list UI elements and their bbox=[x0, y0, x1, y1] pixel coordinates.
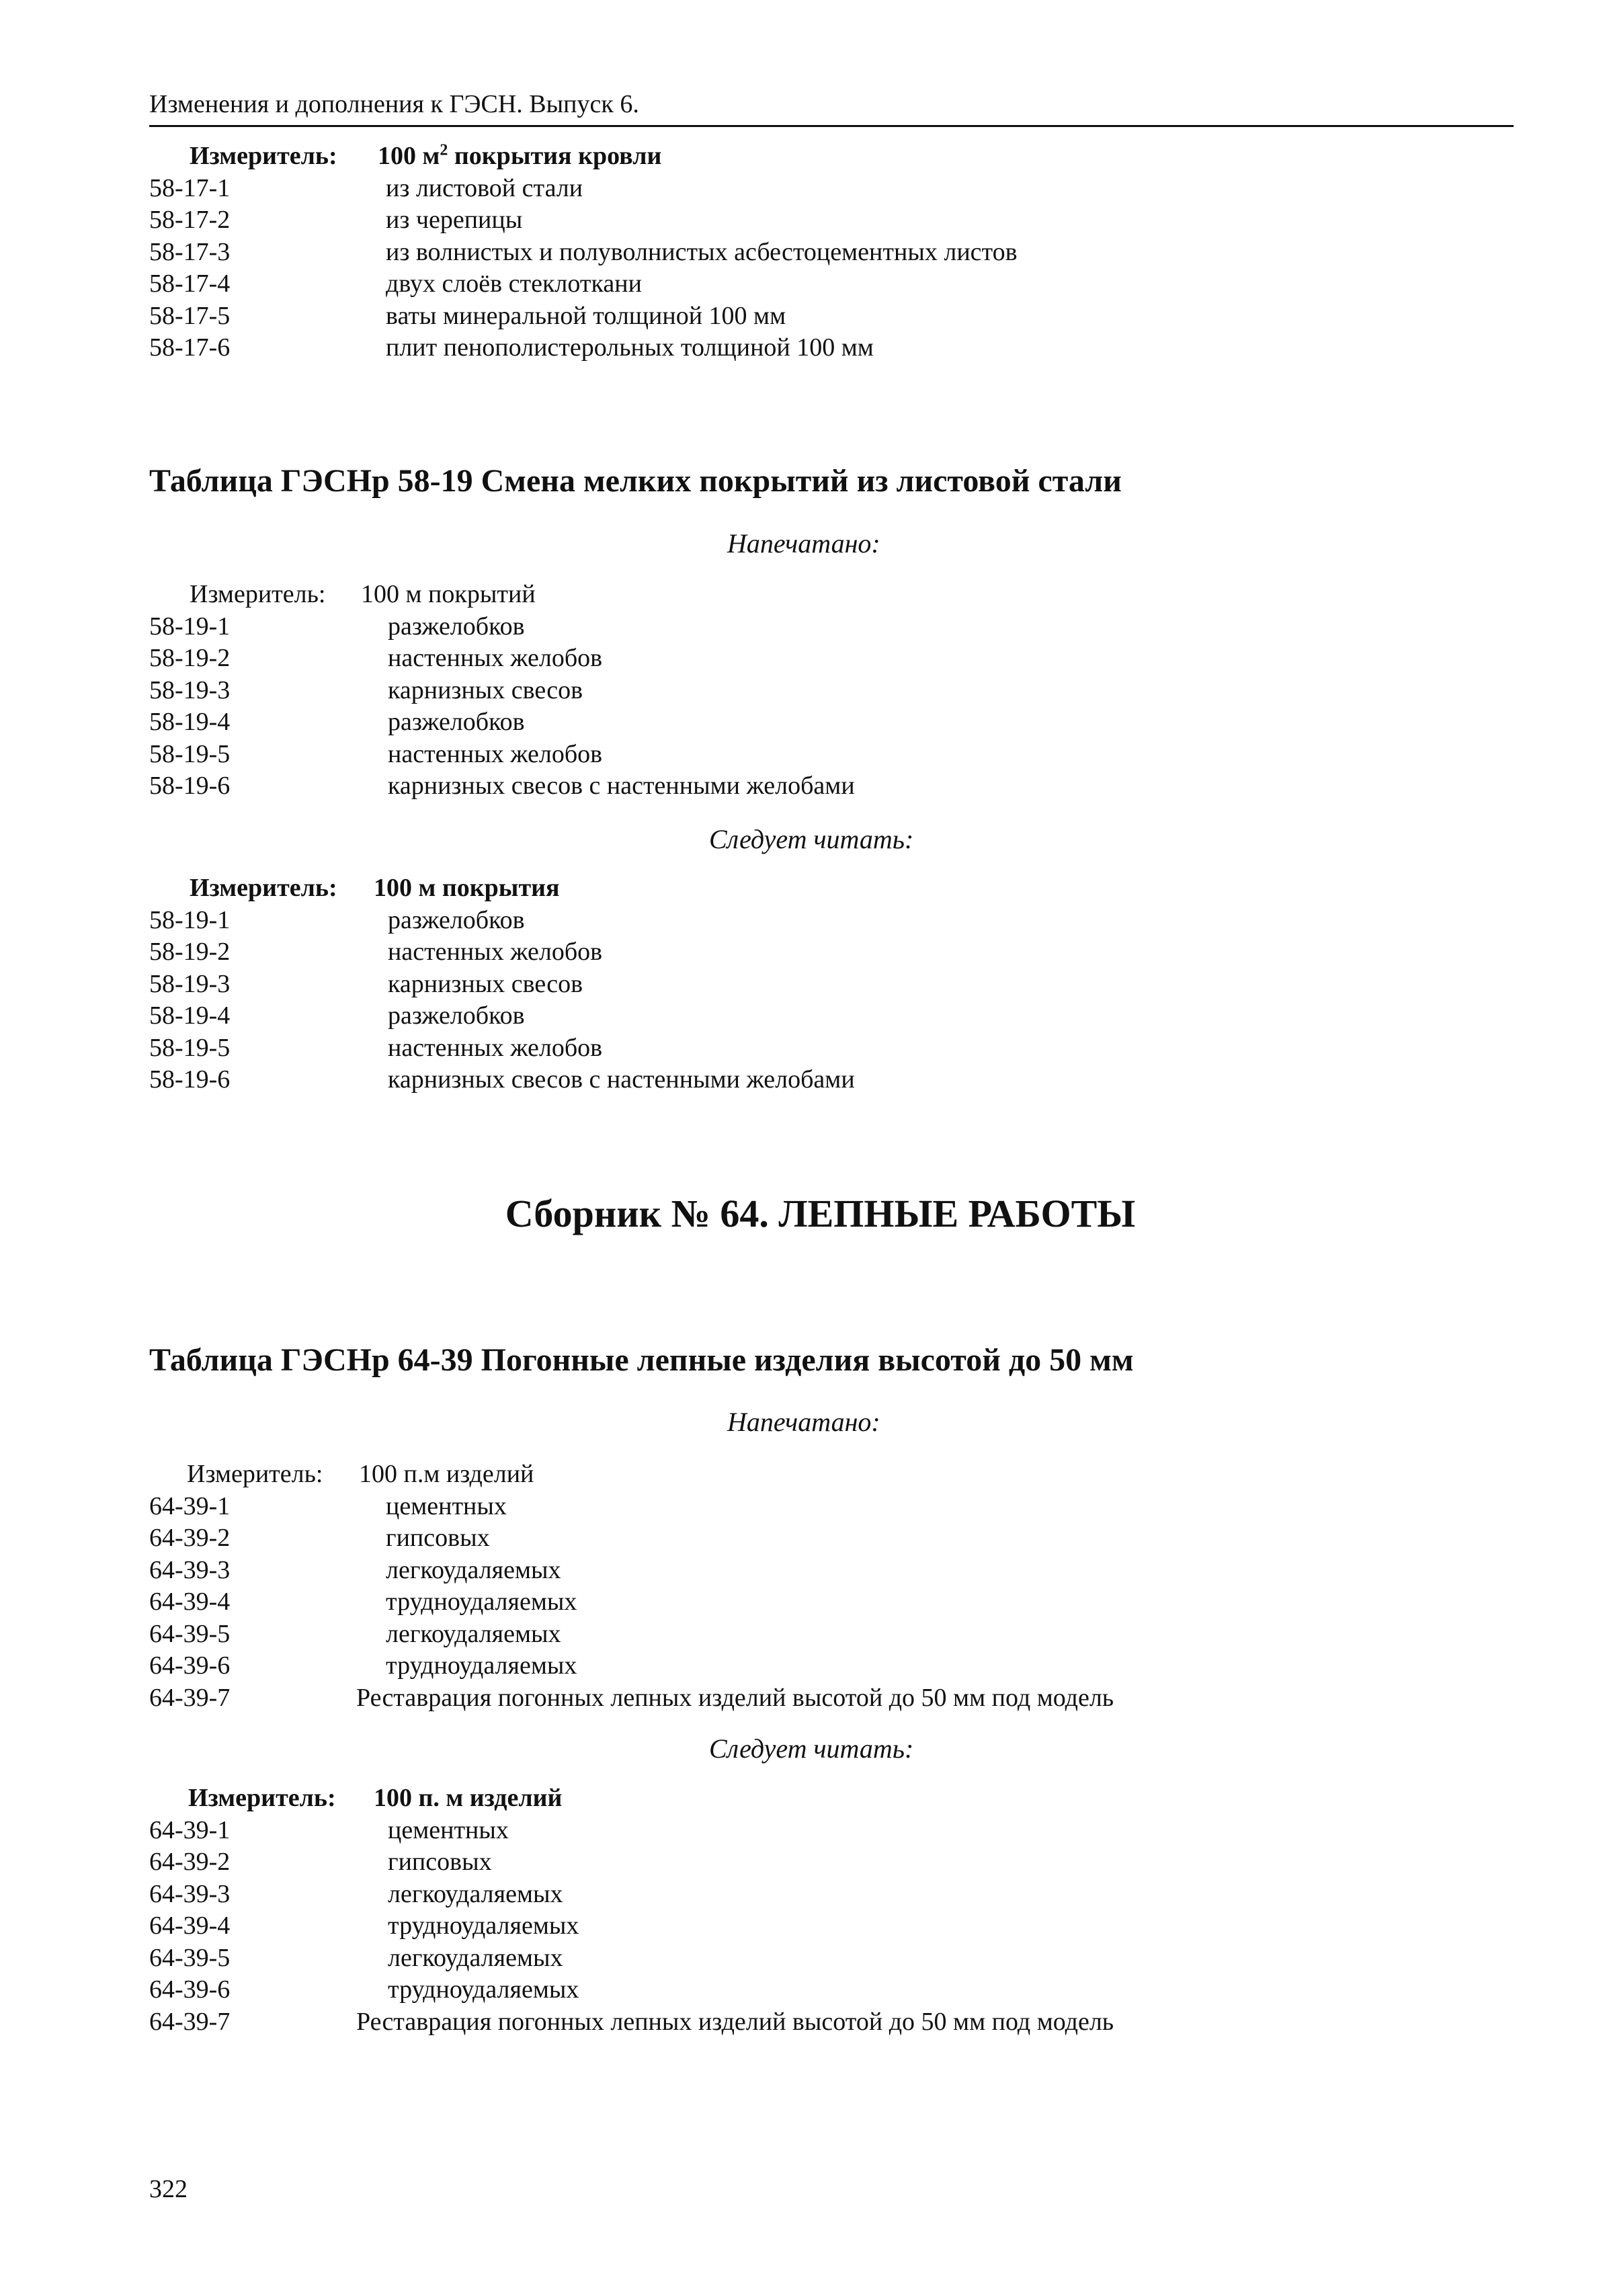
item-description: двух слоёв стеклоткани bbox=[386, 270, 642, 298]
measurer-label: Измеритель: bbox=[190, 874, 337, 902]
item-code: 58-17-5 bbox=[149, 301, 231, 330]
item-description: из черепицы bbox=[386, 206, 523, 234]
section-title: Сборник № 64. ЛЕПНЫЕ РАБОТЫ bbox=[505, 1192, 1136, 1235]
list-item bbox=[149, 1555, 1426, 1587]
item-code: 64-39-3 bbox=[149, 1879, 231, 1908]
item-description: плит пенополистерольных толщиной 100 мм bbox=[386, 333, 874, 362]
item-description: разжелобков bbox=[388, 905, 525, 934]
item-code: 58-19-3 bbox=[149, 969, 231, 998]
item-description: ваты минеральной толщиной 100 мм bbox=[386, 301, 786, 330]
item-code: 64-39-4 bbox=[149, 1912, 231, 1940]
item-code: 58-17-2 bbox=[149, 206, 231, 234]
list-item bbox=[149, 1586, 1426, 1618]
list-item bbox=[149, 1879, 1426, 1911]
printed-label: Напечатано: bbox=[727, 1407, 880, 1437]
page-header: Изменения и дополнения к ГЭСН. Выпуск 6. bbox=[149, 90, 639, 118]
item-code: 58-19-3 bbox=[149, 675, 231, 704]
item-code: 58-17-3 bbox=[149, 237, 231, 266]
list-item bbox=[149, 770, 1426, 803]
table-title-58-19: Таблица ГЭСНр 58-19 Смена мелких покрытий из листовой стали bbox=[149, 463, 1122, 499]
item-code: 64-39-2 bbox=[149, 1848, 231, 1876]
list-item bbox=[149, 1000, 1426, 1032]
item-description: карнизных свесов bbox=[388, 969, 583, 998]
header-rule bbox=[149, 125, 1514, 127]
item-code: 64-39-1 bbox=[149, 1491, 231, 1520]
read-label: Следует читать: bbox=[709, 824, 914, 854]
list-item bbox=[149, 2006, 1426, 2039]
item-description: легкоудаляемых bbox=[388, 1879, 563, 1908]
item-description: легкоудаляемых bbox=[386, 1619, 561, 1648]
item-code: 58-19-2 bbox=[149, 644, 231, 672]
list-item bbox=[149, 1064, 1426, 1096]
item-code: 64-39-6 bbox=[149, 1651, 231, 1680]
measurer-label: Измеритель: bbox=[187, 1460, 323, 1488]
measurer-superscript: 2 bbox=[440, 141, 448, 159]
measurer-row bbox=[149, 579, 1426, 611]
item-description: трудноудаляемых bbox=[386, 1651, 577, 1680]
block-58-19-read bbox=[149, 872, 1426, 1096]
item-description: трудноудаляемых bbox=[388, 1975, 579, 2004]
item-code: 58-17-6 bbox=[149, 333, 231, 362]
item-description: легкоудаляемых bbox=[386, 1555, 561, 1584]
list-item bbox=[149, 268, 1426, 300]
item-code: 64-39-7 bbox=[149, 1683, 231, 1712]
item-description: настенных желобов bbox=[388, 938, 603, 966]
item-description: настенных желобов bbox=[388, 1033, 603, 1062]
item-code: 64-39-5 bbox=[149, 1619, 231, 1648]
measurer-row bbox=[149, 140, 1426, 173]
item-description: трудноудаляемых bbox=[386, 1588, 577, 1616]
list-item bbox=[149, 1522, 1426, 1555]
item-code: 64-39-2 bbox=[149, 1524, 231, 1552]
measurer-value bbox=[378, 140, 661, 173]
measurer-label: Измеритель: bbox=[190, 580, 326, 608]
item-code: 58-17-1 bbox=[149, 173, 231, 202]
list-item bbox=[149, 204, 1426, 237]
list-item bbox=[149, 1942, 1426, 1975]
measurer-value: 100 м покрытия bbox=[374, 874, 560, 902]
list-item bbox=[149, 173, 1426, 205]
list-item bbox=[149, 643, 1426, 675]
block-64-39-read bbox=[149, 1782, 1426, 2038]
list-item bbox=[149, 611, 1426, 643]
item-description: Реставрация погонных лепных изделий высотой до 50 мм под модель bbox=[356, 1683, 1114, 1712]
measurer-label: Измеритель: bbox=[190, 142, 337, 170]
read-label: Следует читать: bbox=[709, 1733, 914, 1764]
measurer-label: Измеритель: bbox=[188, 1784, 336, 1812]
block-58-19-printed bbox=[149, 579, 1426, 803]
table-title-64-39: Таблица ГЭСНр 64-39 Погонные лепные изделия высотой до 50 мм bbox=[149, 1342, 1134, 1378]
list-item bbox=[149, 936, 1426, 969]
measurer-suffix: покрытия кровли bbox=[448, 142, 662, 170]
list-item bbox=[149, 1682, 1426, 1715]
item-code: 58-19-5 bbox=[149, 739, 231, 768]
list-item bbox=[149, 739, 1426, 771]
item-description: из волнистых и полуволнистых асбестоцементных листов bbox=[386, 237, 1018, 266]
list-item bbox=[149, 1846, 1426, 1879]
measurer-value: 100 п.м изделий bbox=[359, 1460, 534, 1488]
block-58-17 bbox=[149, 140, 1426, 364]
list-item bbox=[149, 969, 1426, 1001]
list-item bbox=[149, 1974, 1426, 2006]
item-description: разжелобков bbox=[388, 612, 525, 641]
list-item bbox=[149, 1815, 1426, 1847]
item-code: 64-39-7 bbox=[149, 2007, 231, 2036]
item-code: 58-19-2 bbox=[149, 938, 231, 966]
item-code: 58-19-5 bbox=[149, 1033, 231, 1062]
measurer-row bbox=[149, 872, 1426, 905]
measurer-value: 100 м покрытий bbox=[361, 580, 536, 608]
list-item bbox=[149, 1491, 1426, 1523]
item-description: разжелобков bbox=[388, 708, 525, 736]
measurer-value: 100 п. м изделий bbox=[374, 1784, 563, 1812]
item-description: цементных bbox=[386, 1491, 507, 1520]
item-description: Реставрация погонных лепных изделий высотой до 50 мм под модель bbox=[356, 2007, 1114, 2036]
list-item bbox=[149, 1618, 1426, 1651]
item-code: 64-39-6 bbox=[149, 1975, 231, 2004]
item-code: 58-19-6 bbox=[149, 772, 231, 800]
list-item bbox=[149, 332, 1426, 364]
list-item bbox=[149, 675, 1426, 707]
item-code: 58-19-1 bbox=[149, 612, 231, 641]
list-item bbox=[149, 300, 1426, 333]
item-code: 64-39-3 bbox=[149, 1555, 231, 1584]
measurer-row bbox=[149, 1459, 1426, 1491]
list-item bbox=[149, 706, 1426, 739]
measurer-row bbox=[149, 1782, 1426, 1815]
item-description: карнизных свесов с настенными желобами bbox=[388, 1065, 855, 1094]
item-code: 58-19-6 bbox=[149, 1065, 231, 1094]
item-description: трудноудаляемых bbox=[388, 1912, 579, 1940]
item-description: разжелобков bbox=[388, 1001, 525, 1030]
list-item bbox=[149, 1910, 1426, 1942]
list-item bbox=[149, 1032, 1426, 1065]
item-description: гипсовых bbox=[386, 1524, 490, 1552]
item-code: 58-19-4 bbox=[149, 1001, 231, 1030]
item-code: 64-39-4 bbox=[149, 1588, 231, 1616]
item-description: настенных желобов bbox=[388, 644, 603, 672]
printed-label: Напечатано: bbox=[727, 528, 880, 559]
item-code: 58-17-4 bbox=[149, 270, 231, 298]
item-code: 58-19-1 bbox=[149, 905, 231, 934]
list-item bbox=[149, 237, 1426, 269]
item-description: карнизных свесов с настенными желобами bbox=[388, 772, 855, 800]
list-item bbox=[149, 905, 1426, 937]
item-description: настенных желобов bbox=[388, 739, 603, 768]
item-description: карнизных свесов bbox=[388, 675, 583, 704]
list-item bbox=[149, 1650, 1426, 1682]
measurer-unit: 100 м bbox=[378, 142, 440, 170]
item-description: легкоудаляемых bbox=[388, 1943, 563, 1972]
page-number: 322 bbox=[149, 2175, 188, 2203]
item-code: 64-39-5 bbox=[149, 1943, 231, 1972]
item-code: 64-39-1 bbox=[149, 1815, 231, 1844]
item-description: из листовой стали bbox=[386, 173, 583, 202]
item-description: гипсовых bbox=[388, 1848, 492, 1876]
item-description: цементных bbox=[388, 1815, 509, 1844]
block-64-39-printed bbox=[149, 1459, 1426, 1714]
item-code: 58-19-4 bbox=[149, 708, 231, 736]
